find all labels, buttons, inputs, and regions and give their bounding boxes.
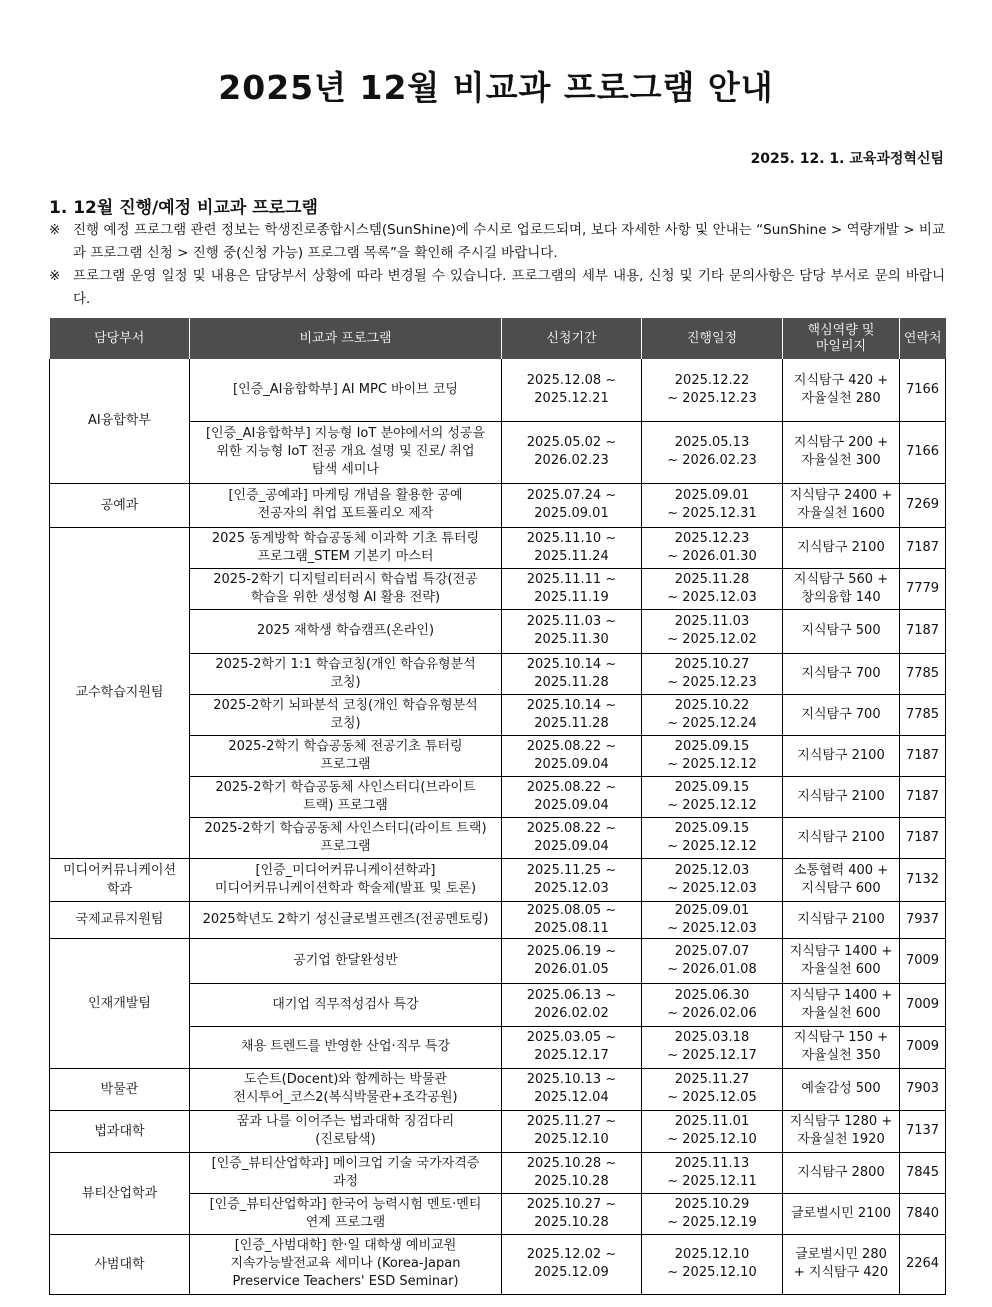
table-row: [50, 938, 946, 983]
dept-cell: 박물관: [50, 1068, 190, 1110]
mileage-cell: 지식탐구 420 + 자율실천 280: [783, 359, 900, 421]
apply-period-cell: 2025.06.19 ~ 2026.01.05: [502, 938, 642, 983]
mileage-cell: 지식탐구 2100: [783, 527, 900, 568]
apply-period-cell: 2025.03.05 ~ 2025.12.17: [502, 1026, 642, 1068]
apply-period-cell: 2025.06.13 ~ 2026.02.02: [502, 983, 642, 1026]
table-body: [50, 359, 946, 1294]
table-header-row: [50, 318, 946, 359]
schedule-cell: 2025.11.01 ~ 2025.12.10: [642, 1110, 783, 1152]
apply-period-cell: 2025.08.05 ~ 2025.08.11: [502, 901, 642, 938]
header-mileage: 핵심역량 및 마일리지: [783, 318, 900, 359]
schedule-cell: 2025.09.01 ~ 2025.12.31: [642, 483, 783, 527]
program-table: [49, 318, 946, 1295]
program-cell: [인증_미디어커뮤니케이션학과] 미디어커뮤니케이션학과 학술제(발표 및 토론): [190, 858, 502, 901]
dept-cell: AI융합학부: [50, 359, 190, 483]
apply-period-cell: 2025.12.08 ~ 2025.12.21: [502, 359, 642, 421]
program-cell: [인증_뷰티산업학과] 한국어 능력시험 멘토·멘티 연계 프로그램: [190, 1193, 502, 1234]
contact-cell: 7009: [900, 1026, 946, 1068]
program-cell: 채용 트렌드를 반영한 산업·직무 특강: [190, 1026, 502, 1068]
contact-cell: 2264: [900, 1234, 946, 1294]
contact-cell: 7840: [900, 1193, 946, 1234]
schedule-cell: 2025.10.27 ~ 2025.12.23: [642, 653, 783, 694]
note-text: 진행 예정 프로그램 관련 정보는 학생진로종합시스템(SunShine)에 수시로 업로드되며, 보다 자세한 사항 및 안내는 “SunShine > 역량개발 > 비교과 프로그램 신청 > 진행 중(신청 가능) 프로그램 목록”을 확인해 주시길 바랍니다.: [73, 222, 945, 261]
schedule-cell: 2025.10.29 ~ 2025.12.19: [642, 1193, 783, 1234]
contact-cell: 7269: [900, 483, 946, 527]
page-title: 2025년 12월 비교과 프로그램 안내: [218, 68, 774, 107]
dept-cell: 공예과: [50, 483, 190, 527]
note-text: 프로그램 운영 일정 및 내용은 담당부서 상황에 따라 변경될 수 있습니다. 프로그램의 세부 내용, 신청 및 기타 문의사항은 담당 부서로 문의 바랍니다.: [73, 268, 945, 307]
program-cell: [인증_AI융합학부] 지능형 IoT 분야에서의 성공을 위한 지능형 IoT 전공 개요 설명 및 진로/ 취업 탐색 세미나: [190, 421, 502, 483]
program-cell: [인증_사범대학] 한·일 대학생 예비교원 지속가능발전교육 세미나 (Korea-Japan Preservice Teachers' ESD Seminar): [190, 1234, 502, 1294]
table-row: [50, 1110, 946, 1152]
note-mark: ※: [49, 268, 61, 284]
mileage-cell: 지식탐구 500: [783, 609, 900, 653]
program-cell: 2025-2학기 학습공동체 전공기초 튜터링 프로그램: [190, 735, 502, 776]
apply-period-cell: 2025.11.11 ~ 2025.11.19: [502, 568, 642, 609]
schedule-cell: 2025.11.03 ~ 2025.12.02: [642, 609, 783, 653]
schedule-cell: 2025.12.03 ~ 2025.12.03: [642, 858, 783, 901]
apply-period-cell: 2025.10.14 ~ 2025.11.28: [502, 694, 642, 735]
program-cell: 꿈과 나를 이어주는 법과대학 징검다리 (진로탐색): [190, 1110, 502, 1152]
mileage-cell: 지식탐구 700: [783, 694, 900, 735]
program-cell: [인증_AI융합학부] AI MPC 바이브 코딩: [190, 359, 502, 421]
table-row: [50, 1234, 946, 1294]
mileage-cell: 지식탐구 1400 + 자율실천 600: [783, 938, 900, 983]
program-cell: [인증_뷰티산업학과] 메이크업 기술 국가자격증 과정: [190, 1152, 502, 1193]
mileage-cell: 소통협력 400 + 지식탐구 600: [783, 858, 900, 901]
schedule-cell: 2025.12.22 ~ 2025.12.23: [642, 359, 783, 421]
program-cell: 대기업 직무적성검사 특강: [190, 983, 502, 1026]
notes: [49, 219, 945, 311]
contact-cell: 7785: [900, 694, 946, 735]
note-2: [49, 265, 945, 311]
apply-period-cell: 2025.08.22 ~ 2025.09.04: [502, 735, 642, 776]
apply-period-cell: 2025.12.02 ~ 2025.12.09: [502, 1234, 642, 1294]
schedule-cell: 2025.10.22 ~ 2025.12.24: [642, 694, 783, 735]
contact-cell: 7187: [900, 776, 946, 817]
program-cell: 2025 동계방학 학습공동체 이과학 기초 튜터링 프로그램_STEM 기본기 마스터: [190, 527, 502, 568]
contact-cell: 7937: [900, 901, 946, 938]
contact-cell: 7009: [900, 938, 946, 983]
mileage-cell: 지식탐구 2100: [783, 776, 900, 817]
contact-cell: 7009: [900, 983, 946, 1026]
apply-period-cell: 2025.08.22 ~ 2025.09.04: [502, 776, 642, 817]
dept-cell: 국제교류지원팀: [50, 901, 190, 938]
program-cell: 공기업 한달완성반: [190, 938, 502, 983]
mileage-cell: 지식탐구 2100: [783, 817, 900, 858]
table-row: [50, 527, 946, 568]
schedule-cell: 2025.05.13 ~ 2026.02.23: [642, 421, 783, 483]
contact-cell: 7845: [900, 1152, 946, 1193]
contact-cell: 7132: [900, 858, 946, 901]
contact-cell: 7187: [900, 609, 946, 653]
dept-cell: 법과대학: [50, 1110, 190, 1152]
schedule-cell: 2025.06.30 ~ 2026.02.06: [642, 983, 783, 1026]
header-contact: 연락처: [900, 318, 946, 359]
schedule-cell: 2025.11.13 ~ 2025.12.11: [642, 1152, 783, 1193]
program-cell: 2025-2학기 학습공동체 사인스터디(브라이트 트랙) 프로그램: [190, 776, 502, 817]
schedule-cell: 2025.09.15 ~ 2025.12.12: [642, 735, 783, 776]
dept-cell: 미디어커뮤니케이션 학과: [50, 858, 190, 901]
mileage-cell: 지식탐구 700: [783, 653, 900, 694]
mileage-cell: 지식탐구 150 + 자율실천 350: [783, 1026, 900, 1068]
apply-period-cell: 2025.07.24 ~ 2025.09.01: [502, 483, 642, 527]
mileage-cell: 지식탐구 200 + 자율실천 300: [783, 421, 900, 483]
apply-period-cell: 2025.10.27 ~ 2025.10.28: [502, 1193, 642, 1234]
mileage-cell: 지식탐구 2100: [783, 901, 900, 938]
header-schedule: 진행일정: [642, 318, 783, 359]
apply-period-cell: 2025.10.28 ~ 2025.10.28: [502, 1152, 642, 1193]
header-apply-period: 신청기간: [502, 318, 642, 359]
mileage-cell: 지식탐구 2800: [783, 1152, 900, 1193]
schedule-cell: 2025.09.15 ~ 2025.12.12: [642, 817, 783, 858]
contact-cell: 7785: [900, 653, 946, 694]
program-cell: 2025-2학기 1:1 학습코칭(개인 학습유형분석 코칭): [190, 653, 502, 694]
table-row: [50, 483, 946, 527]
schedule-cell: 2025.07.07 ~ 2026.01.08: [642, 938, 783, 983]
apply-period-cell: 2025.10.13 ~ 2025.12.04: [502, 1068, 642, 1110]
mileage-cell: 글로벌시민 280 + 지식탐구 420: [783, 1234, 900, 1294]
schedule-cell: 2025.03.18 ~ 2025.12.17: [642, 1026, 783, 1068]
table-row: [50, 858, 946, 901]
apply-period-cell: 2025.05.02 ~ 2026.02.23: [502, 421, 642, 483]
contact-cell: 7166: [900, 421, 946, 483]
dept-cell: 교수학습지원팀: [50, 527, 190, 858]
contact-cell: 7137: [900, 1110, 946, 1152]
apply-period-cell: 2025.11.27 ~ 2025.12.10: [502, 1110, 642, 1152]
note-mark: ※: [49, 222, 61, 238]
mileage-cell: 지식탐구 1280 + 자율실천 1920: [783, 1110, 900, 1152]
schedule-cell: 2025.11.27 ~ 2025.12.05: [642, 1068, 783, 1110]
contact-cell: 7903: [900, 1068, 946, 1110]
schedule-cell: 2025.11.28 ~ 2025.12.03: [642, 568, 783, 609]
mileage-cell: 지식탐구 2400 + 자율실천 1600: [783, 483, 900, 527]
contact-cell: 7166: [900, 359, 946, 421]
mileage-cell: 지식탐구 2100: [783, 735, 900, 776]
contact-cell: 7187: [900, 527, 946, 568]
program-cell: 2025 재학생 학습캠프(온라인): [190, 609, 502, 653]
apply-period-cell: 2025.11.10 ~ 2025.11.24: [502, 527, 642, 568]
schedule-cell: 2025.12.23 ~ 2026.01.30: [642, 527, 783, 568]
program-cell: 2025-2학기 뇌파분석 코칭(개인 학습유형분석 코칭): [190, 694, 502, 735]
schedule-cell: 2025.09.01 ~ 2025.12.03: [642, 901, 783, 938]
table-row: [50, 359, 946, 421]
mileage-cell: 지식탐구 1400 + 자율실천 600: [783, 983, 900, 1026]
table-row: [50, 901, 946, 938]
apply-period-cell: 2025.11.25 ~ 2025.12.03: [502, 858, 642, 901]
contact-cell: 7187: [900, 817, 946, 858]
schedule-cell: 2025.12.10 ~ 2025.12.10: [642, 1234, 783, 1294]
mileage-cell: 예술감성 500: [783, 1068, 900, 1110]
note-1: [49, 219, 945, 265]
header-dept: 담당부서: [50, 318, 190, 359]
program-cell: [인증_공예과] 마케팅 개념을 활용한 공예 전공자의 취업 포트폴리오 제작: [190, 483, 502, 527]
apply-period-cell: 2025.08.22 ~ 2025.09.04: [502, 817, 642, 858]
mileage-cell: 글로벌시민 2100: [783, 1193, 900, 1234]
dept-cell: 뷰티산업학과: [50, 1152, 190, 1234]
issue-date: 2025. 12. 1. 교육과정혁신팀: [750, 151, 944, 167]
apply-period-cell: 2025.10.14 ~ 2025.11.28: [502, 653, 642, 694]
mileage-cell: 지식탐구 560 + 창의융합 140: [783, 568, 900, 609]
program-cell: 2025-2학기 디지털리터러시 학습법 특강(전공 학습을 위한 생성형 AI 활용 전략): [190, 568, 502, 609]
dept-cell: 인재개발팀: [50, 938, 190, 1068]
contact-cell: 7187: [900, 735, 946, 776]
program-cell: 2025-2학기 학습공동체 사인스터디(라이트 트랙) 프로그램: [190, 817, 502, 858]
header-program: 비교과 프로그램: [190, 318, 502, 359]
apply-period-cell: 2025.11.03 ~ 2025.11.30: [502, 609, 642, 653]
program-cell: 2025학년도 2학기 성신글로벌프렌즈(전공멘토링): [190, 901, 502, 938]
section-title: 1. 12월 진행/예정 비교과 프로그램: [49, 198, 318, 218]
table-row: [50, 1152, 946, 1193]
program-cell: 도슨트(Docent)와 함께하는 박물관 전시투어_코스2(복식박물관+조각공원): [190, 1068, 502, 1110]
dept-cell: 사범대학: [50, 1234, 190, 1294]
schedule-cell: 2025.09.15 ~ 2025.12.12: [642, 776, 783, 817]
contact-cell: 7779: [900, 568, 946, 609]
table-row: [50, 1068, 946, 1110]
